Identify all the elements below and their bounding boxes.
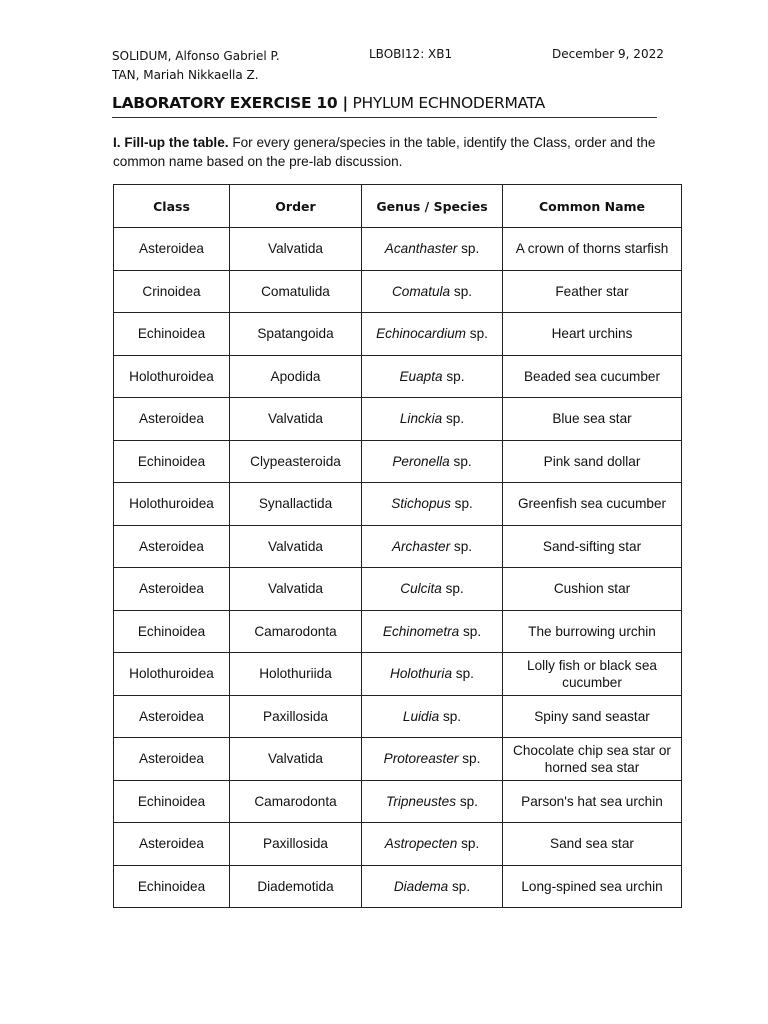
title-rest: PHYLUM ECHNODERMATA (347, 94, 545, 112)
common-name-cell: Blue sea star (503, 398, 682, 441)
genus-name: Euapta (399, 368, 443, 384)
class-cell: Echinoidea (114, 610, 230, 653)
class-cell: Holothuroidea (114, 355, 230, 398)
genus-name: Astropecten (384, 836, 458, 852)
order-cell: Diademotida (230, 865, 362, 908)
species-suffix: sp. (466, 326, 488, 342)
class-cell: Crinoidea (114, 270, 230, 313)
order-cell: Apodida (230, 355, 362, 398)
instructions-text: For every genera/species in the table, identify the Class, order and the common name based on the pre-lab discussion. (113, 135, 656, 169)
class-cell: Asteroidea (114, 398, 230, 441)
species-suffix: sp. (458, 751, 481, 767)
class-cell: Asteroidea (114, 568, 230, 611)
genus-species-cell (362, 695, 503, 738)
genus-name: Diadema (393, 878, 449, 894)
genus-species-cell (362, 780, 503, 823)
table-row (114, 313, 682, 356)
genus-species-cell (362, 610, 503, 653)
genus-name: Linckia (399, 411, 443, 427)
species-suffix: sp. (457, 836, 480, 852)
table-body (114, 228, 682, 908)
species-suffix: sp. (450, 283, 473, 299)
species-suffix: sp. (450, 538, 473, 554)
table-row (114, 525, 682, 568)
order-cell: Paxillosida (230, 695, 362, 738)
order-cell: Holothuriida (230, 653, 362, 696)
col-header-genus: Genus / Species (362, 185, 503, 228)
table-row (114, 695, 682, 738)
common-name-cell: Chocolate chip sea star or horned sea star (503, 738, 682, 781)
table-row (114, 228, 682, 271)
genus-name: Echinocardium (376, 326, 466, 342)
table-row (114, 398, 682, 441)
genus-species-cell (362, 653, 503, 696)
table-row (114, 738, 682, 781)
genus-species-cell (362, 568, 503, 611)
table-row (114, 823, 682, 866)
class-cell: Asteroidea (114, 695, 230, 738)
table-row (114, 355, 682, 398)
instructions-lead: I. Fill-up the table. (113, 135, 229, 150)
common-name-cell: A crown of thorns starfish (503, 228, 682, 271)
species-suffix: sp. (439, 708, 462, 724)
course-code: LBOBI12: XB1 (369, 47, 453, 61)
class-cell: Asteroidea (114, 228, 230, 271)
order-cell: Camarodonta (230, 610, 362, 653)
order-cell: Camarodonta (230, 780, 362, 823)
genus-name: Comatula (391, 283, 451, 299)
genus-name: Protoreaster (383, 751, 459, 767)
title-bold: LABORATORY EXERCISE 10 | (112, 94, 348, 112)
col-header-class: Class (114, 185, 230, 228)
order-cell: Clypeasteroida (230, 440, 362, 483)
author-names (112, 47, 280, 85)
genus-species-cell (362, 823, 503, 866)
document-date: December 9, 2022 (552, 47, 664, 61)
genus-species-cell (362, 525, 503, 568)
genus-name: Stichopus (391, 496, 451, 512)
table-row (114, 440, 682, 483)
genus-species-cell (362, 313, 503, 356)
col-header-common-name: Common Name (503, 185, 682, 228)
author-2: TAN, Mariah Nikkaella Z. (112, 68, 259, 82)
common-name-cell: Spiny sand seastar (503, 695, 682, 738)
common-name-cell: Cushion star (503, 568, 682, 611)
class-cell: Echinoidea (114, 313, 230, 356)
species-suffix: sp. (442, 368, 465, 384)
order-cell: Valvatida (230, 525, 362, 568)
genus-species-cell (362, 738, 503, 781)
genus-name: Archaster (391, 538, 451, 554)
species-suffix: sp. (449, 453, 472, 469)
class-cell: Echinoidea (114, 865, 230, 908)
genus-name: Luidia (402, 708, 440, 724)
instructions (113, 133, 658, 171)
common-name-cell: Long-spined sea urchin (503, 865, 682, 908)
genus-species-cell (362, 483, 503, 526)
order-cell: Spatangoida (230, 313, 362, 356)
genus-species-cell (362, 355, 503, 398)
col-header-order: Order (230, 185, 362, 228)
genus-name: Peronella (392, 453, 450, 469)
class-cell: Echinoidea (114, 440, 230, 483)
genus-species-cell (362, 398, 503, 441)
echinoderm-table (113, 184, 682, 908)
order-cell: Valvatida (230, 398, 362, 441)
order-cell: Valvatida (230, 568, 362, 611)
table-row (114, 568, 682, 611)
common-name-cell: Pink sand dollar (503, 440, 682, 483)
genus-name: Holothuria (390, 666, 453, 682)
common-name-cell: Lolly fish or black sea cucumber (503, 653, 682, 696)
table-row (114, 270, 682, 313)
author-1: SOLIDUM, Alfonso Gabriel P. (112, 49, 280, 63)
common-name-cell: The burrowing urchin (503, 610, 682, 653)
class-cell: Holothuroidea (114, 483, 230, 526)
species-suffix: sp. (452, 666, 474, 682)
genus-name: Echinometra (382, 623, 460, 639)
table-row (114, 483, 682, 526)
order-cell: Comatulida (230, 270, 362, 313)
common-name-cell: Parson's hat sea urchin (503, 780, 682, 823)
species-suffix: sp. (457, 241, 480, 257)
common-name-cell: Sand-sifting star (503, 525, 682, 568)
species-suffix: sp. (441, 581, 464, 597)
class-cell: Echinoidea (114, 780, 230, 823)
genus-species-cell (362, 865, 503, 908)
table-row (114, 653, 682, 696)
table-row (114, 780, 682, 823)
common-name-cell: Sand sea star (503, 823, 682, 866)
species-suffix: sp. (442, 411, 465, 427)
common-name-cell: Heart urchins (503, 313, 682, 356)
class-cell: Asteroidea (114, 525, 230, 568)
class-cell: Asteroidea (114, 738, 230, 781)
genus-species-cell (362, 440, 503, 483)
common-name-cell: Beaded sea cucumber (503, 355, 682, 398)
common-name-cell: Greenfish sea cucumber (503, 483, 682, 526)
class-cell: Asteroidea (114, 823, 230, 866)
common-name-cell: Feather star (503, 270, 682, 313)
genus-name: Acanthaster (384, 241, 458, 257)
page-title (112, 94, 657, 118)
species-suffix: sp. (456, 793, 478, 809)
table-row (114, 865, 682, 908)
genus-species-cell (362, 228, 503, 271)
order-cell: Valvatida (230, 738, 362, 781)
table-row (114, 610, 682, 653)
genus-species-cell (362, 270, 503, 313)
order-cell: Valvatida (230, 228, 362, 271)
class-cell: Holothuroidea (114, 653, 230, 696)
table-header-row (114, 185, 682, 228)
order-cell: Paxillosida (230, 823, 362, 866)
genus-name: Culcita (400, 581, 442, 597)
species-suffix: sp. (459, 623, 482, 639)
species-suffix: sp. (448, 878, 471, 894)
species-suffix: sp. (450, 496, 473, 512)
genus-name: Tripneustes (386, 793, 457, 809)
order-cell: Synallactida (230, 483, 362, 526)
